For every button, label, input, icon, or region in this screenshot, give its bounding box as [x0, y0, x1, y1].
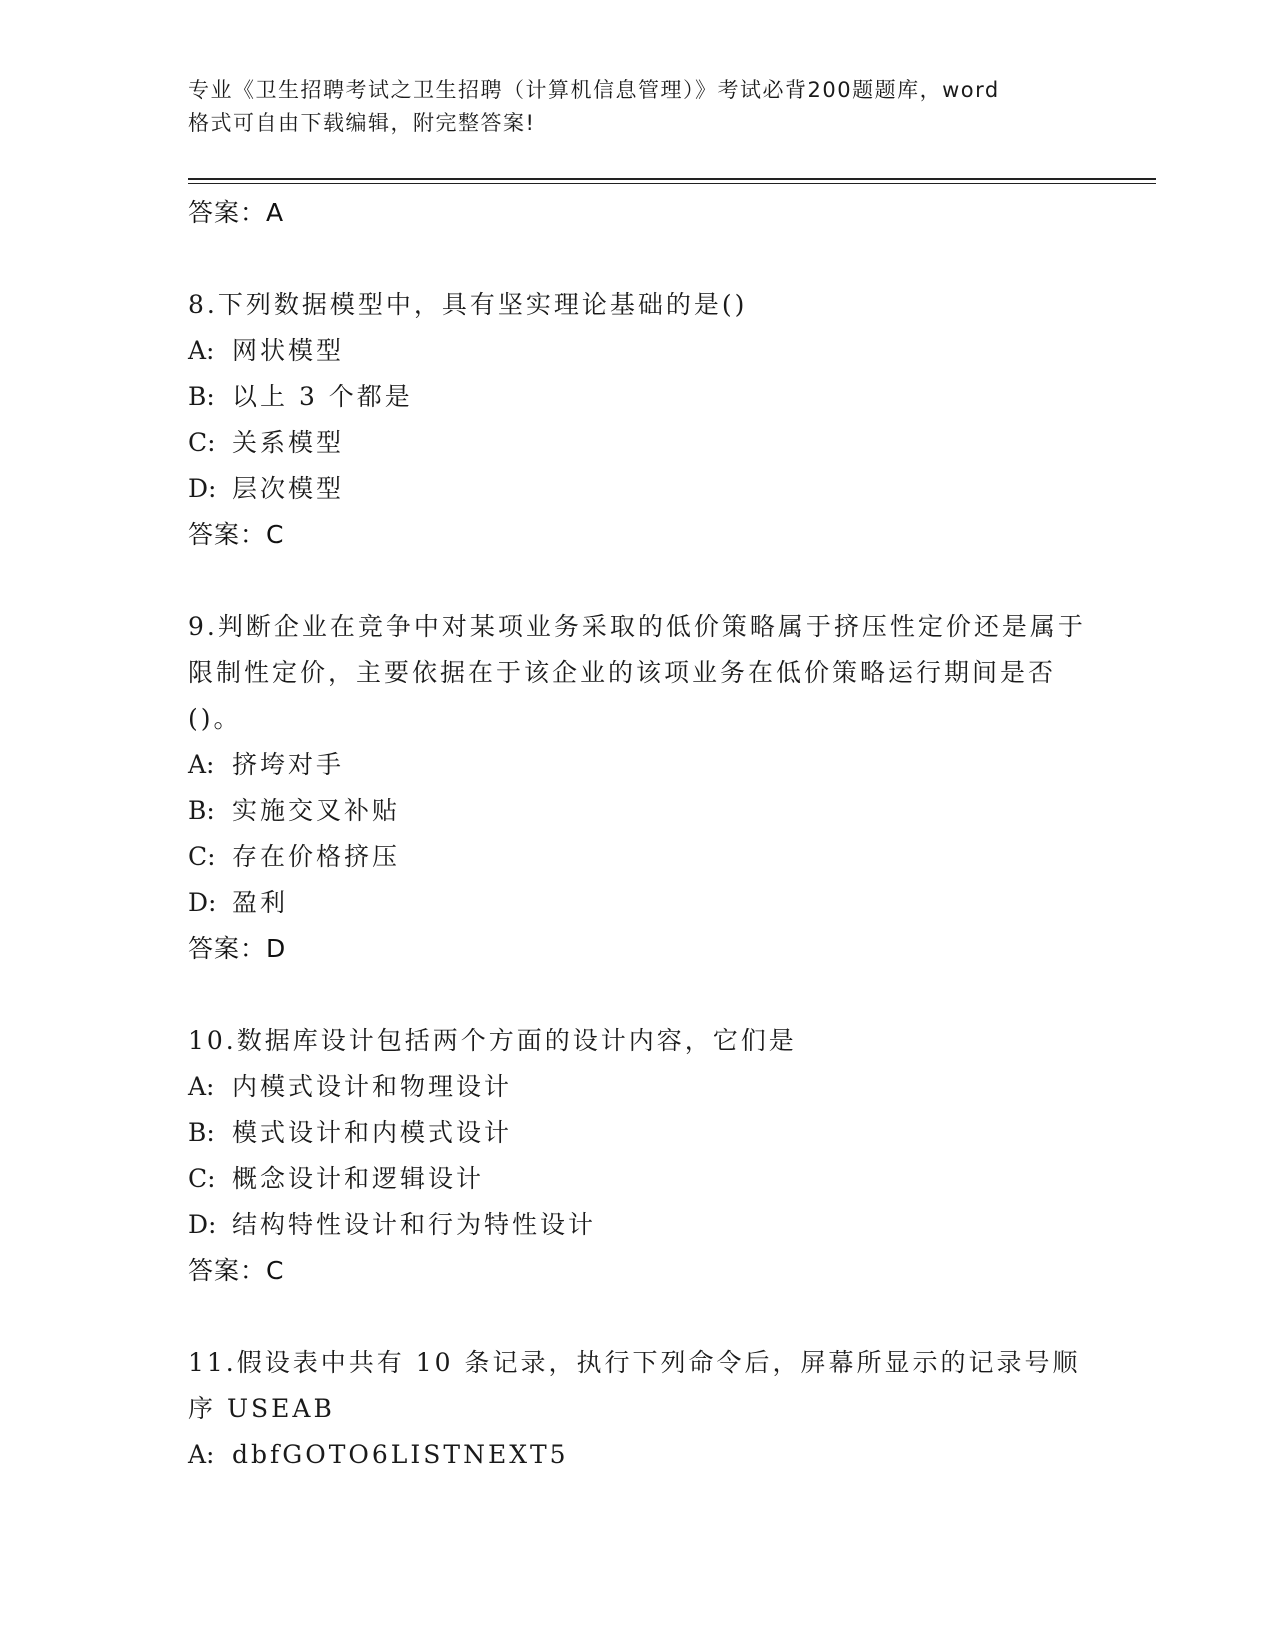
option-label: C: [188, 1164, 216, 1193]
option-text: 模式设计和内模式设计 [232, 1118, 513, 1147]
spacer [188, 1294, 1088, 1340]
option-text: 层次模型 [232, 474, 345, 503]
option-text: 网状模型 [232, 336, 345, 365]
spacer [188, 236, 1088, 282]
option-c [188, 834, 1088, 880]
option-label: D: [188, 888, 217, 917]
question-text: 11.假设表中共有 10 条记录，执行下列命令后，屏幕所显示的记录号顺序 USEAB [188, 1348, 1081, 1423]
option-text: dbfGOTO6LISTNEXT5 [232, 1440, 569, 1469]
question-block [188, 1340, 1088, 1478]
option-label: A: [188, 1072, 215, 1101]
option-b [188, 788, 1088, 834]
option-label: B: [188, 796, 215, 825]
option-b [188, 374, 1088, 420]
option-text: 存在价格挤压 [232, 842, 401, 871]
option-label: B: [188, 1118, 215, 1147]
question-text: 9.判断企业在竞争中对某项业务采取的低价策略属于挤压性定价还是属于限制性定价，主要依据在于该企业的该项业务在低价策略运行期间是否()。 [188, 612, 1086, 733]
option-d [188, 466, 1088, 512]
option-d [188, 880, 1088, 926]
header-divider-thin [188, 183, 1156, 184]
question-block [188, 604, 1088, 972]
spacer [188, 972, 1088, 1018]
answer-line: 答案：D [188, 934, 287, 963]
option-b [188, 1110, 1088, 1156]
question-list [188, 190, 1088, 1478]
option-a [188, 328, 1088, 374]
header-line-1: 专业《卫生招聘考试之卫生招聘（计算机信息管理）》考试必背200题题库，word [188, 78, 1000, 102]
header-line-2: 格式可自由下载编辑，附完整答案! [188, 111, 536, 135]
document-header [188, 74, 1088, 140]
question-block [188, 282, 1088, 558]
option-text: 结构特性设计和行为特性设计 [232, 1210, 597, 1239]
answer-line: 答案：C [188, 1256, 285, 1285]
option-label: D: [188, 474, 217, 503]
option-label: D: [188, 1210, 217, 1239]
question-block [188, 1018, 1088, 1294]
option-text: 挤垮对手 [232, 750, 345, 779]
answer-line: 答案：C [188, 520, 285, 549]
option-a [188, 1064, 1088, 1110]
option-text: 盈利 [232, 888, 289, 917]
option-text: 内模式设计和物理设计 [232, 1072, 513, 1101]
option-label: A: [188, 336, 215, 365]
question-text: 8.下列数据模型中，具有坚实理论基础的是() [188, 290, 748, 319]
option-text: 以上 3 个都是 [232, 382, 413, 411]
header-divider-thick [188, 178, 1156, 180]
question-text: 10.数据库设计包括两个方面的设计内容，它们是 [188, 1026, 797, 1055]
option-c [188, 420, 1088, 466]
option-d [188, 1202, 1088, 1248]
option-label: C: [188, 428, 216, 457]
option-text: 关系模型 [232, 428, 345, 457]
option-label: B: [188, 382, 215, 411]
option-a [188, 742, 1088, 788]
option-label: A: [188, 750, 215, 779]
option-text: 概念设计和逻辑设计 [232, 1164, 485, 1193]
option-label: C: [188, 842, 216, 871]
option-text: 实施交叉补贴 [232, 796, 401, 825]
option-c [188, 1156, 1088, 1202]
option-label: A: [188, 1440, 215, 1469]
answer-line: 答案：A [188, 198, 285, 227]
option-a [188, 1432, 1088, 1478]
spacer [188, 558, 1088, 604]
